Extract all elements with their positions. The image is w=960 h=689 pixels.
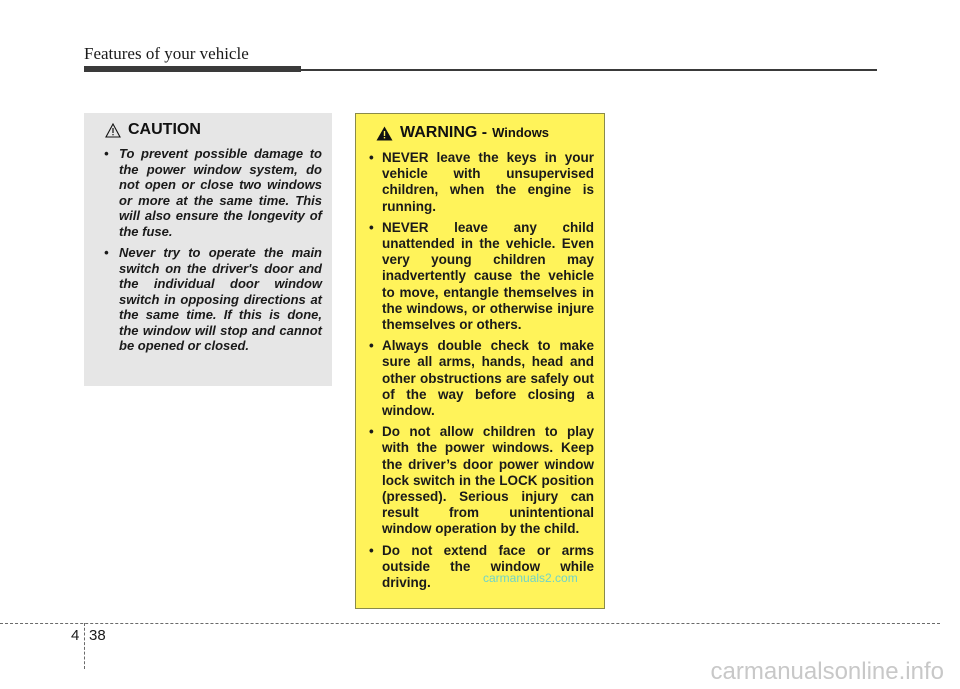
warning-item: • Do not extend face or arms outside the window while driving. <box>369 542 594 591</box>
caution-heading <box>105 121 322 139</box>
caution-heading-text: CAUTION <box>128 121 201 138</box>
watermark: carmanualsonline.info <box>710 658 944 685</box>
page-number: 38 <box>89 627 106 644</box>
warning-subheading: Windows <box>492 125 550 140</box>
warning-list <box>365 150 594 591</box>
page-header-title: Features of your vehicle <box>84 44 249 63</box>
caution-item: • To prevent possible damage to the power window system, do not open or close two windows or more at the same time. This will also ensure the longevity of the fuse. <box>104 146 322 239</box>
watermark-inline: carmanuals2.com <box>483 571 578 585</box>
footer-vertical-divider <box>84 623 85 669</box>
caution-list <box>100 146 322 354</box>
warning-box <box>355 113 605 609</box>
caution-item: • Never try to operate the main switch on the driver's door and the individual door window switch in opposing directions at the same time. If this is done, the window will stop and cannot be opened or closed. <box>104 245 322 353</box>
warning-triangle-icon <box>105 123 121 138</box>
header-rule-thin <box>301 69 877 71</box>
footer-dashed-rule <box>0 623 940 624</box>
warning-triangle-filled-icon <box>376 126 393 141</box>
warning-item: • Always double check to make sure all arms, hands, head and other obstructions are safely out of the way before closing a window. <box>369 338 594 419</box>
warning-item: • Do not allow children to play with the power windows. Keep the driver’s door power window lock switch in the LOCK position (pressed). Serious injury can result from unintentional window operation by the child. <box>369 424 594 537</box>
warning-heading <box>376 124 594 142</box>
warning-heading-text: WARNING - <box>400 124 488 141</box>
header-rule-thick <box>84 66 301 72</box>
page-section-number: 4 <box>71 627 80 644</box>
warning-item: • NEVER leave any child unattended in the vehicle. Even very young children may inadvertently cause the vehicle to move, entangle themselves in the windows, or otherwise injure themselves or others. <box>369 219 594 333</box>
warning-item: • NEVER leave the keys in your vehicle with unsupervised children, when the engine is running. <box>369 150 594 214</box>
caution-box <box>84 113 332 386</box>
